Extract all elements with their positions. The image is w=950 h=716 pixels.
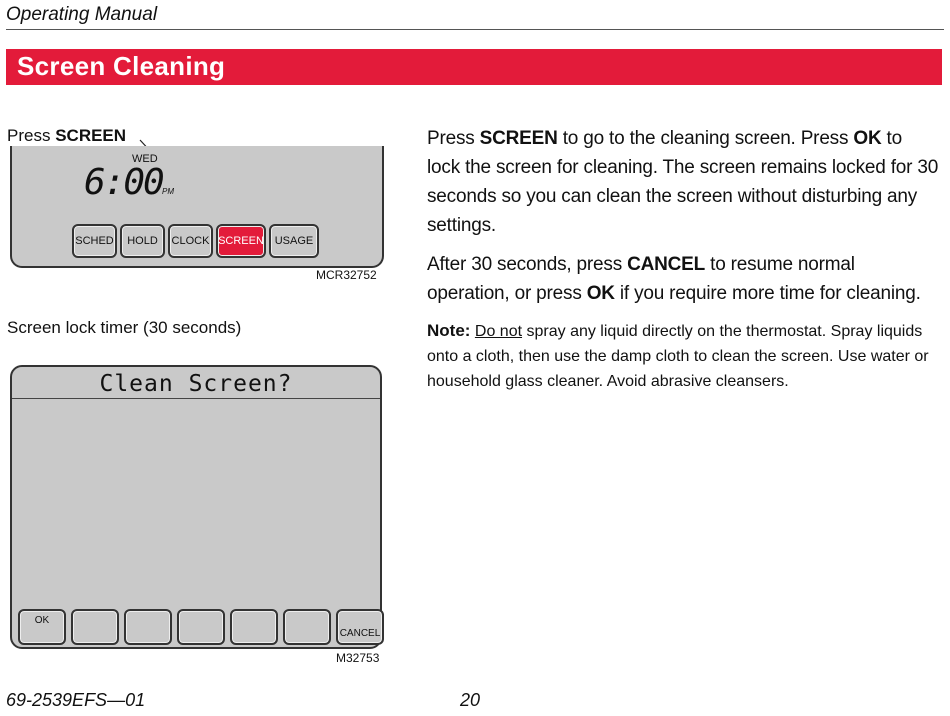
note-label: Note: [427,321,471,340]
p1-text-3: to lock the screen for cleaning. The screen remains locked for 30 seconds so you can clean the screen without disturbing any settings. [427,128,939,236]
soft-key-6[interactable] [283,609,331,645]
header-divider [6,29,944,30]
soft-key-4[interactable] [177,609,225,645]
instruction-paragraph-2 [427,250,939,308]
p1-text-1: Press [427,128,480,149]
instruction-paragraph-1 [427,124,939,240]
ok-button[interactable] [18,609,66,645]
p2-key-ok: OK [586,283,615,304]
instructions-column [427,124,939,394]
usage-button[interactable]: USAGE [269,224,319,258]
figure1-code: MCR32752 [316,268,377,282]
note-emphasis: Do not [474,323,523,340]
press-screen-callout [7,126,126,146]
clean-screen-display [10,365,382,649]
thermostat-home-display [10,146,384,268]
lock-timer-caption: Screen lock timer (30 seconds) [7,318,242,337]
figure2-code: M32753 [336,651,380,665]
day-label: WED [132,153,158,165]
p2-text-1: After 30 seconds, press [427,254,628,275]
screen-button[interactable]: SCREEN [216,224,266,258]
page-number: 20 [460,690,481,710]
p1-key-ok: OK [853,128,882,149]
soft-key-5[interactable] [230,609,278,645]
callout-prefix: Press [7,126,51,145]
section-banner [6,49,942,85]
sched-button[interactable]: SCHED [72,224,117,258]
ampm-label: PM [162,187,174,196]
soft-key-3[interactable] [124,609,172,645]
cancel-button[interactable] [336,609,384,645]
hold-button[interactable]: HOLD [120,224,165,258]
time-readout: 6:00 [84,162,163,203]
p2-text-3: if you require more time for cleaning. [614,283,921,304]
soft-key-2[interactable] [71,609,119,645]
document-number: 69-2539EFS—01 [6,690,146,710]
ok-label: OK [34,615,50,626]
soft-key-row [18,609,384,645]
p2-key-cancel: CANCEL [627,254,706,275]
display-divider [12,398,380,399]
thermostat-button-row [72,224,319,258]
note-text: spray any liquid directly on the thermostat. Spray liquids onto a cloth, then use the damp cloth to clean the screen. Use water or household glass cleaner. Avoid abrasive cleansers. [427,323,929,390]
note-paragraph [427,318,939,394]
clock-button[interactable]: CLOCK [168,224,213,258]
clean-screen-title: Clean Screen? [99,371,293,397]
section-title: Screen Cleaning [17,51,226,81]
p2-text-2: to resume normal operation, or press [427,254,855,304]
cancel-label: CANCEL [339,628,381,639]
callout-key: SCREEN [55,126,127,145]
p1-key-screen: SCREEN [479,128,558,149]
p1-text-2: to go to the cleaning screen. Press [557,128,854,149]
manual-title: Operating Manual [6,4,158,25]
